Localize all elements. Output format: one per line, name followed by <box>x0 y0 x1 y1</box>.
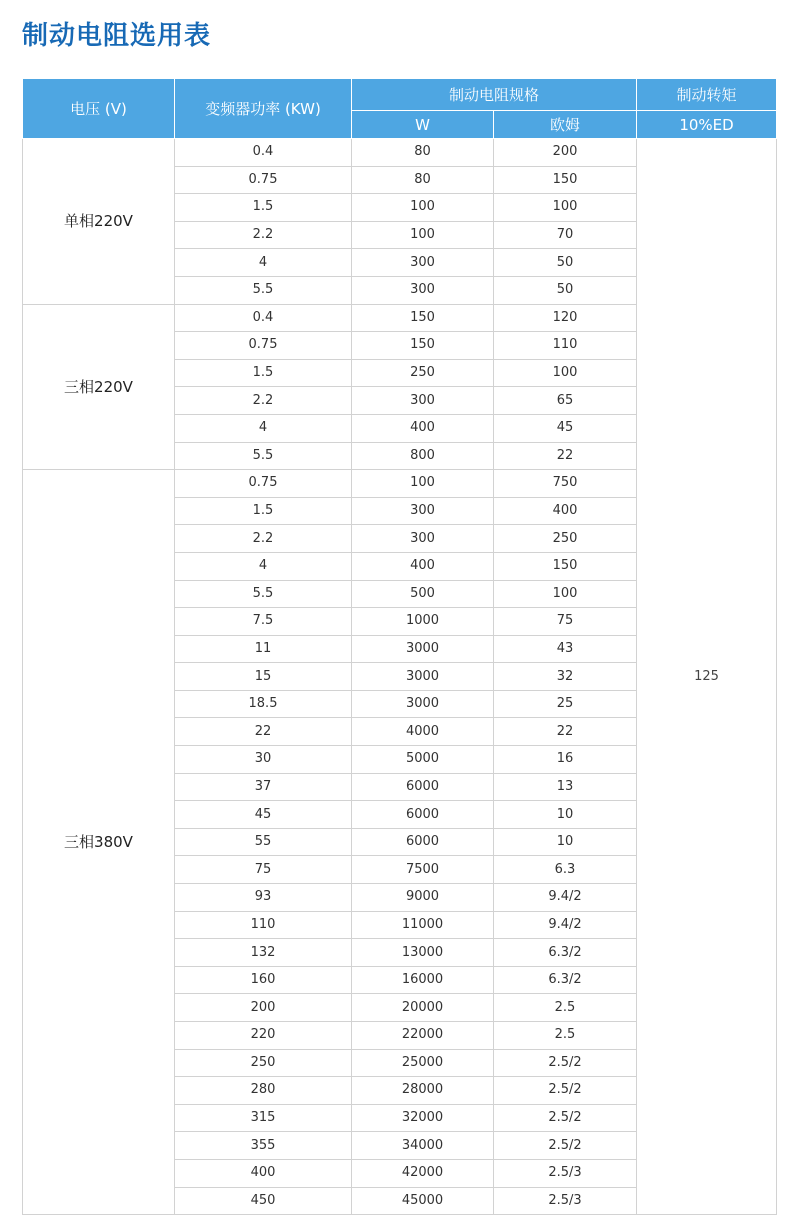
ohm-cell: 2.5/2 <box>494 1049 637 1077</box>
watt-cell: 150 <box>352 332 494 360</box>
ohm-cell: 9.4/2 <box>494 911 637 939</box>
ohm-cell: 110 <box>494 332 637 360</box>
power-cell: 250 <box>175 1049 352 1077</box>
power-cell: 2.2 <box>175 525 352 553</box>
power-cell: 0.75 <box>175 470 352 498</box>
watt-cell: 3000 <box>352 635 494 663</box>
watt-cell: 500 <box>352 580 494 608</box>
ohm-cell: 22 <box>494 442 637 470</box>
power-cell: 110 <box>175 911 352 939</box>
ohm-cell: 70 <box>494 221 637 249</box>
voltage-group-cell: 三相220V <box>23 304 175 470</box>
ohm-cell: 2.5/2 <box>494 1104 637 1132</box>
watt-cell: 5000 <box>352 746 494 774</box>
ohm-cell: 150 <box>494 166 637 194</box>
watt-cell: 6000 <box>352 773 494 801</box>
braking-resistor-table <box>22 78 777 1215</box>
watt-cell: 7500 <box>352 856 494 884</box>
power-cell: 37 <box>175 773 352 801</box>
watt-cell: 100 <box>352 470 494 498</box>
power-cell: 4 <box>175 249 352 277</box>
header-power: 变频器功率 (KW) <box>175 79 352 139</box>
ohm-cell: 50 <box>494 276 637 304</box>
watt-cell: 16000 <box>352 966 494 994</box>
ohm-cell: 2.5/2 <box>494 1132 637 1160</box>
watt-cell: 250 <box>352 359 494 387</box>
voltage-group-cell: 单相220V <box>23 139 175 305</box>
header-resistor-spec: 制动电阻规格 <box>352 79 637 111</box>
header-torque: 制动转矩 <box>637 79 777 111</box>
watt-cell: 100 <box>352 194 494 222</box>
power-cell: 30 <box>175 746 352 774</box>
watt-cell: 800 <box>352 442 494 470</box>
watt-cell: 3000 <box>352 663 494 691</box>
ohm-cell: 43 <box>494 635 637 663</box>
power-cell: 18.5 <box>175 690 352 718</box>
page-title: 制动电阻选用表 <box>22 21 212 51</box>
ohm-cell: 2.5/3 <box>494 1187 637 1215</box>
ohm-cell: 2.5 <box>494 1022 637 1050</box>
watt-cell: 22000 <box>352 1022 494 1050</box>
header-watt: W <box>352 111 494 139</box>
header-voltage: 电压 (V) <box>23 79 175 139</box>
ohm-cell: 10 <box>494 801 637 829</box>
ohm-cell: 100 <box>494 580 637 608</box>
power-cell: 75 <box>175 856 352 884</box>
watt-cell: 300 <box>352 276 494 304</box>
ohm-cell: 9.4/2 <box>494 884 637 912</box>
power-cell: 0.4 <box>175 139 352 167</box>
watt-cell: 400 <box>352 414 494 442</box>
ohm-cell: 750 <box>494 470 637 498</box>
power-cell: 55 <box>175 828 352 856</box>
watt-cell: 6000 <box>352 828 494 856</box>
power-cell: 1.5 <box>175 497 352 525</box>
power-cell: 0.75 <box>175 332 352 360</box>
power-cell: 2.2 <box>175 221 352 249</box>
watt-cell: 100 <box>352 221 494 249</box>
watt-cell: 28000 <box>352 1077 494 1105</box>
power-cell: 355 <box>175 1132 352 1160</box>
power-cell: 0.75 <box>175 166 352 194</box>
power-cell: 7.5 <box>175 608 352 636</box>
ohm-cell: 2.5 <box>494 994 637 1022</box>
watt-cell: 80 <box>352 166 494 194</box>
power-cell: 1.5 <box>175 359 352 387</box>
power-cell: 93 <box>175 884 352 912</box>
watt-cell: 1000 <box>352 608 494 636</box>
ohm-cell: 13 <box>494 773 637 801</box>
power-cell: 160 <box>175 966 352 994</box>
power-cell: 400 <box>175 1159 352 1187</box>
ohm-cell: 200 <box>494 139 637 167</box>
ohm-cell: 150 <box>494 552 637 580</box>
watt-cell: 3000 <box>352 690 494 718</box>
watt-cell: 13000 <box>352 939 494 967</box>
power-cell: 15 <box>175 663 352 691</box>
ohm-cell: 50 <box>494 249 637 277</box>
header-ohm: 欧姆 <box>494 111 637 139</box>
ohm-cell: 120 <box>494 304 637 332</box>
watt-cell: 400 <box>352 552 494 580</box>
ohm-cell: 400 <box>494 497 637 525</box>
watt-cell: 300 <box>352 525 494 553</box>
watt-cell: 150 <box>352 304 494 332</box>
power-cell: 315 <box>175 1104 352 1132</box>
ohm-cell: 100 <box>494 359 637 387</box>
watt-cell: 20000 <box>352 994 494 1022</box>
power-cell: 2.2 <box>175 387 352 415</box>
ohm-cell: 22 <box>494 718 637 746</box>
power-cell: 22 <box>175 718 352 746</box>
watt-cell: 34000 <box>352 1132 494 1160</box>
ohm-cell: 16 <box>494 746 637 774</box>
ohm-cell: 75 <box>494 608 637 636</box>
ohm-cell: 6.3/2 <box>494 966 637 994</box>
ohm-cell: 2.5/2 <box>494 1077 637 1105</box>
ohm-cell: 100 <box>494 194 637 222</box>
ohm-cell: 10 <box>494 828 637 856</box>
header-torque-ed: 10%ED <box>637 111 777 139</box>
watt-cell: 45000 <box>352 1187 494 1215</box>
table-row <box>23 139 777 167</box>
power-cell: 1.5 <box>175 194 352 222</box>
power-cell: 5.5 <box>175 442 352 470</box>
watt-cell: 32000 <box>352 1104 494 1132</box>
power-cell: 280 <box>175 1077 352 1105</box>
watt-cell: 6000 <box>352 801 494 829</box>
ohm-cell: 65 <box>494 387 637 415</box>
power-cell: 11 <box>175 635 352 663</box>
power-cell: 45 <box>175 801 352 829</box>
watt-cell: 11000 <box>352 911 494 939</box>
power-cell: 4 <box>175 552 352 580</box>
table-body <box>23 139 777 1215</box>
ohm-cell: 6.3 <box>494 856 637 884</box>
watt-cell: 300 <box>352 249 494 277</box>
power-cell: 0.4 <box>175 304 352 332</box>
voltage-group-cell: 三相380V <box>23 470 175 1215</box>
power-cell: 132 <box>175 939 352 967</box>
ohm-cell: 6.3/2 <box>494 939 637 967</box>
watt-cell: 42000 <box>352 1159 494 1187</box>
power-cell: 220 <box>175 1022 352 1050</box>
power-cell: 5.5 <box>175 276 352 304</box>
watt-cell: 25000 <box>352 1049 494 1077</box>
power-cell: 200 <box>175 994 352 1022</box>
watt-cell: 4000 <box>352 718 494 746</box>
power-cell: 5.5 <box>175 580 352 608</box>
ohm-cell: 32 <box>494 663 637 691</box>
ohm-cell: 25 <box>494 690 637 718</box>
ohm-cell: 250 <box>494 525 637 553</box>
power-cell: 4 <box>175 414 352 442</box>
power-cell: 450 <box>175 1187 352 1215</box>
ohm-cell: 45 <box>494 414 637 442</box>
ohm-cell: 2.5/3 <box>494 1159 637 1187</box>
watt-cell: 9000 <box>352 884 494 912</box>
watt-cell: 300 <box>352 387 494 415</box>
torque-value-cell: 125 <box>637 139 777 1215</box>
watt-cell: 80 <box>352 139 494 167</box>
watt-cell: 300 <box>352 497 494 525</box>
